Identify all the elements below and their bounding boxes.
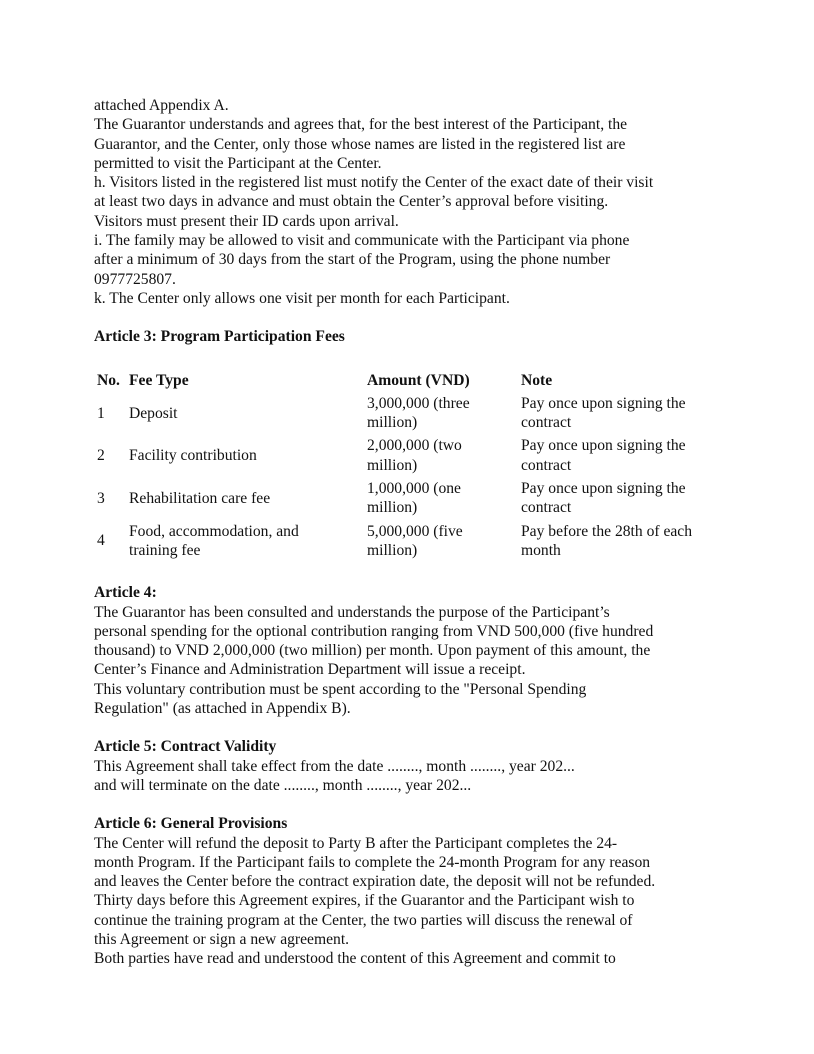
amount-line: million) <box>367 541 418 559</box>
note-line: Pay before the 28th of each <box>521 522 693 540</box>
note-cell <box>521 394 731 437</box>
table-row <box>94 479 731 522</box>
text-line: continue the training program at the Center, the two parties will discuss the renewal of <box>94 911 633 929</box>
table-header-row <box>94 371 731 394</box>
text-line: h. Visitors listed in the registered list must notify the Center of the exact date of their visit <box>94 174 654 192</box>
article-6-section <box>94 814 734 968</box>
fee-type-cell <box>129 394 367 437</box>
column-header-note: Note <box>521 371 553 389</box>
note-line: contract <box>521 499 572 517</box>
row-number: 1 <box>97 404 105 422</box>
amount-line: 2,000,000 (two <box>367 437 462 455</box>
amount-cell <box>367 394 521 437</box>
document-page <box>94 96 734 969</box>
text-line: Both parties have read and understood the content of this Agreement and commit to <box>94 950 616 968</box>
amount-line: million) <box>367 414 418 432</box>
text-line: permitted to visit the Participant at the Center. <box>94 154 382 172</box>
article-3-heading: Article 3: Program Participation Fees <box>94 328 345 346</box>
row-number: 3 <box>97 489 105 507</box>
text-line: Visitors must present their ID cards upon arrival. <box>94 212 399 230</box>
fee-type-line: Facility contribution <box>129 447 257 465</box>
table-row <box>94 394 731 437</box>
fee-type-cell <box>129 436 367 479</box>
column-header-fee-type: Fee Type <box>129 371 189 389</box>
article-3-section <box>94 327 734 564</box>
fee-type-line: Rehabilitation care fee <box>129 489 271 507</box>
text-line: after a minimum of 30 days from the start of the Program, using the phone number <box>94 251 611 269</box>
fee-type-cell <box>129 479 367 522</box>
text-line: this Agreement or sign a new agreement. <box>94 930 350 948</box>
article-4-heading: Article 4: <box>94 584 157 602</box>
fee-type-line: Food, accommodation, and <box>129 522 299 540</box>
text-line: 0977725807. <box>94 270 176 288</box>
text-line: Thirty days before this Agreement expires, if the Guarantor and the Participant wish to <box>94 892 635 910</box>
amount-line: million) <box>367 499 418 517</box>
table-row <box>94 522 731 565</box>
amount-line: million) <box>367 456 418 474</box>
column-header-no: No. <box>97 371 120 389</box>
note-line: Pay once upon signing the <box>521 394 686 412</box>
intro-section <box>94 96 734 308</box>
amount-cell <box>367 522 521 565</box>
text-line: i. The family may be allowed to visit and communicate with the Participant via phone <box>94 232 630 250</box>
text-line: Guarantor, and the Center, only those whose names are listed in the registered list are <box>94 135 626 153</box>
note-line: contract <box>521 456 572 474</box>
amount-line: 1,000,000 (one <box>367 480 461 498</box>
note-cell <box>521 436 731 479</box>
row-number: 4 <box>97 532 105 550</box>
article-5-heading: Article 5: Contract Validity <box>94 738 277 756</box>
amount-line: 5,000,000 (five <box>367 522 463 540</box>
text-line: This Agreement shall take effect from the date ........, month ........, year 202... <box>94 757 575 775</box>
text-line: Regulation" (as attached in Appendix B). <box>94 700 351 718</box>
text-line: personal spending for the optional contribution ranging from VND 500,000 (five hundred <box>94 622 654 640</box>
amount-line: 3,000,000 (three <box>367 394 470 412</box>
note-line: Pay once upon signing the <box>521 437 686 455</box>
fee-type-cell <box>129 522 367 565</box>
row-number: 2 <box>97 447 105 465</box>
text-line: The Guarantor has been consulted and understands the purpose of the Participant’s <box>94 603 610 621</box>
note-cell <box>521 479 731 522</box>
column-header-amount: Amount (VND) <box>367 371 470 389</box>
note-cell <box>521 522 731 565</box>
text-line: at least two days in advance and must obtain the Center’s approval before visiting. <box>94 193 609 211</box>
fee-type-line: training fee <box>129 541 201 559</box>
text-line: and will terminate on the date ........, month ........, year 202... <box>94 776 472 794</box>
text-line: and leaves the Center before the contract expiration date, the deposit will not be refunded. <box>94 873 656 891</box>
text-line: thousand) to VND 2,000,000 (two million) per month. Upon payment of this amount, the <box>94 642 651 660</box>
article-4-section <box>94 583 734 718</box>
note-line: Pay once upon signing the <box>521 480 686 498</box>
amount-cell <box>367 479 521 522</box>
text-line: month Program. If the Participant fails to complete the 24-month Program for any reason <box>94 853 651 871</box>
note-line: contract <box>521 414 572 432</box>
text-line: attached Appendix A. <box>94 97 229 114</box>
article-6-heading: Article 6: General Provisions <box>94 815 288 833</box>
amount-cell <box>367 436 521 479</box>
note-line: month <box>521 541 561 559</box>
table-row <box>94 436 731 479</box>
text-line: This voluntary contribution must be spent according to the "Personal Spending <box>94 680 587 698</box>
text-line: The Guarantor understands and agrees that, for the best interest of the Participant, the <box>94 116 628 134</box>
text-line: The Center will refund the deposit to Party B after the Participant completes the 24- <box>94 834 618 852</box>
fees-table <box>94 371 731 565</box>
text-line: Center’s Finance and Administration Department will issue a receipt. <box>94 661 526 679</box>
text-line: k. The Center only allows one visit per month for each Participant. <box>94 289 510 307</box>
article-5-section <box>94 737 734 795</box>
fee-type-line: Deposit <box>129 404 178 422</box>
